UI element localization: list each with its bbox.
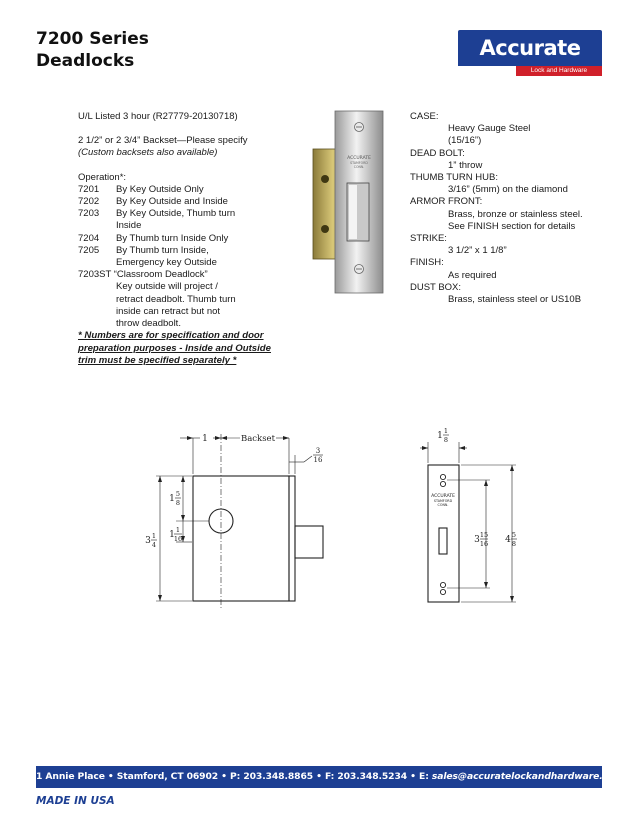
made-in-usa: MADE IN USA	[36, 795, 115, 807]
side-front-plate	[289, 476, 295, 601]
front-plate-text: CONN.	[437, 503, 449, 507]
dim-1: 1	[202, 434, 208, 444]
front-bottom-screw	[440, 582, 445, 587]
dim-1-5-8-whole: 1	[169, 494, 175, 504]
photo-plate-text: ACCURATE	[347, 156, 371, 161]
spec-label: DEAD BOLT:	[410, 147, 465, 159]
front-top-screw	[440, 474, 445, 479]
operation-text-cont: Inside	[116, 220, 142, 232]
dim-4-5-8-den: 8	[511, 540, 517, 548]
classroom-line: inside can retract but not	[116, 305, 221, 317]
operation-code: 7201	[78, 183, 100, 195]
dim-1-1-16-den: 16	[173, 535, 183, 543]
spec-value: 3 1/2” x 1 1/8”	[448, 245, 507, 257]
dim-1-5-8-num: 5	[175, 490, 181, 498]
spec-value: See FINISH section for details	[448, 220, 576, 232]
backset-note: 2 1/2” or 2 3/4” Backset—Please specify	[78, 135, 248, 147]
classroom-line: throw deadbolt.	[116, 318, 181, 330]
dim-1-1-8-num: 1	[443, 427, 449, 435]
case-screw	[321, 225, 329, 233]
ul-listing: U/L Listed 3 hour (R27779-20130718)	[78, 111, 238, 122]
dim-3-15-16-num: 15	[479, 531, 489, 539]
spec-value: 3/16” (5mm) on the diamond	[448, 184, 568, 196]
dim-1-1-16-whole: 1	[169, 530, 175, 540]
operation-row	[78, 196, 288, 208]
product-description	[78, 111, 288, 368]
title-line-product: Deadlocks	[36, 51, 135, 71]
specification-note: * Numbers are for specification and door preparation purposes - Inside and Outside trim must be specified separately *	[78, 330, 271, 367]
operation-code: 7205	[78, 244, 100, 256]
operation-code: 7202	[78, 196, 100, 208]
operation-text: By Thumb turn Inside,	[116, 244, 209, 256]
dim-3-16-den: 16	[313, 456, 323, 464]
operation-code: 7203	[78, 208, 100, 220]
title-line-series: 7200 Series	[36, 29, 149, 49]
spec-label: ARMOR FRONT:	[410, 196, 483, 208]
spec-value: Brass, bronze or stainless steel.	[448, 208, 583, 220]
custom-backset-note: (Custom backsets also available)	[78, 147, 218, 159]
dim-3-1-4-num: 1	[151, 532, 157, 540]
dim-1-1-8-den: 8	[443, 436, 449, 444]
front-plate-text: ACCURATE	[431, 494, 455, 499]
technical-drawings	[0, 400, 638, 630]
accurate-logo	[458, 30, 602, 76]
operation-text: By Key Outside, Thumb turn	[116, 208, 236, 220]
classroom-title: 7203ST “Classroom Deadlock”	[78, 269, 208, 281]
footer-email-link[interactable]: sales@accuratelockandhardware.com	[431, 771, 624, 782]
side-view-drawing	[156, 434, 323, 610]
spec-value: 1” throw	[448, 159, 483, 171]
front-view-drawing	[420, 442, 516, 602]
operation-code: 7204	[78, 232, 100, 244]
spec-label: DUST BOX:	[410, 281, 462, 293]
dim-3-15-16-whole: 3	[474, 535, 480, 545]
classroom-line: Key outside will project /	[116, 281, 218, 293]
spec-value: Heavy Gauge Steel	[448, 123, 531, 135]
dim-3-1-4-whole: 3	[145, 536, 151, 546]
dim-3-1-4-den: 4	[151, 541, 157, 549]
dim-1-1-8-whole: 1	[437, 431, 443, 441]
operation-text: By Key Outside Only	[116, 183, 204, 195]
operation-text: By Thumb turn Inside Only	[116, 232, 229, 244]
dim-3-16-num: 3	[315, 447, 321, 455]
logo-brand: Accurate	[458, 30, 602, 66]
photo-plate-text: CONN.	[353, 165, 365, 169]
spec-label: CASE:	[410, 111, 439, 122]
specifications	[410, 111, 620, 306]
dim-backset: Backset	[240, 434, 276, 444]
operation-row	[78, 233, 288, 245]
side-view-labels	[145, 434, 323, 549]
spec-value: (15/16”)	[448, 135, 482, 147]
page-title	[36, 28, 149, 72]
case-screw	[321, 175, 329, 183]
contact-footer	[36, 766, 624, 788]
deadlock-photo	[305, 109, 405, 297]
operation-text: By Key Outside and Inside	[116, 196, 228, 208]
operation-row	[78, 245, 288, 257]
spec-label: STRIKE:	[410, 233, 447, 245]
front-bolt-opening	[439, 528, 447, 554]
spec-value: Brass, stainless steel or US10B	[448, 294, 582, 306]
front-plate-text: STAMFORD	[433, 499, 453, 503]
side-case-outline	[193, 476, 289, 601]
operation-text-cont: Emergency key Outside	[116, 257, 217, 269]
photo-plate-text: STAMFORD	[350, 161, 368, 165]
side-dead-bolt	[295, 526, 323, 558]
dim-4-5-8-num: 5	[511, 531, 517, 539]
operation-heading: Operation*:	[78, 171, 127, 183]
operation-row	[78, 208, 288, 220]
operation-row	[78, 184, 288, 196]
dim-1-5-8-den: 8	[175, 499, 181, 507]
logo-tagline: Lock and Hardware	[516, 66, 602, 76]
dim-4-5-8-whole: 4	[505, 535, 511, 545]
dim-1-1-16-num: 1	[175, 526, 181, 534]
front-view-labels	[431, 427, 517, 548]
spec-label: THUMB TURN HUB:	[410, 172, 498, 184]
classroom-line: retract deadbolt. Thumb turn	[116, 293, 236, 305]
front-plate-outline	[428, 465, 459, 602]
spec-value: As required	[448, 269, 497, 281]
dim-3-15-16-den: 16	[479, 540, 489, 548]
footer-address: 1 Annie Place • Stamford, CT 06902 • P: 203.348.8865 • F: 203.348.5234 • E:	[36, 771, 432, 782]
spec-label: FINISH:	[410, 257, 444, 269]
